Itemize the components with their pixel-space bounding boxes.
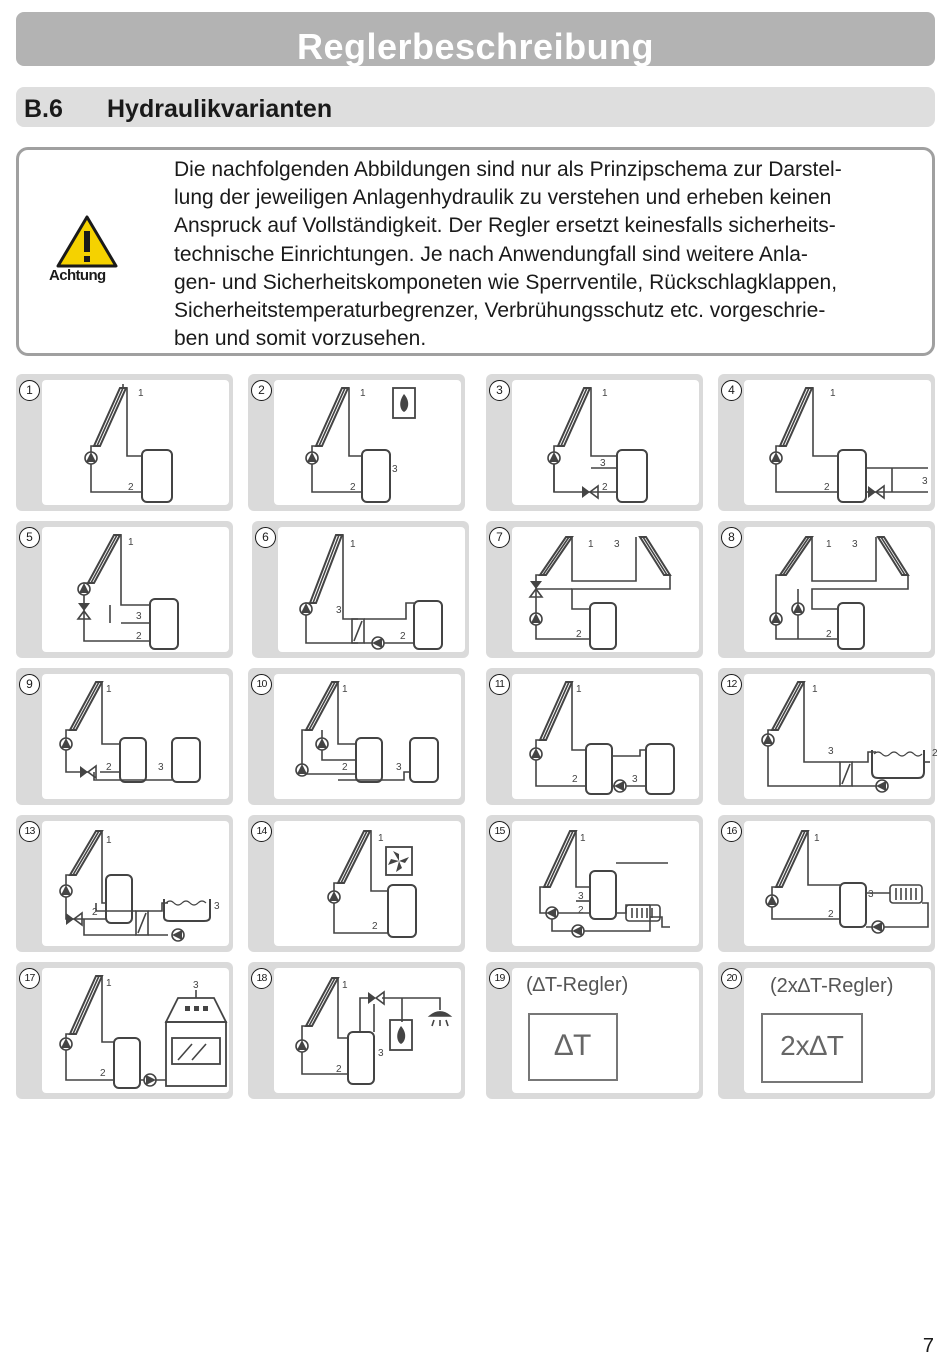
svg-text:2: 2 [578, 905, 584, 916]
svg-text:3: 3 [852, 539, 858, 550]
variant-cell-2 [248, 374, 465, 511]
hydraulic-diagram [744, 821, 931, 946]
variant-number: 14 [251, 821, 272, 842]
variant-cell-10 [248, 668, 465, 805]
svg-text:2: 2 [400, 631, 406, 642]
svg-text:1: 1 [602, 388, 608, 399]
warning-box [16, 147, 935, 356]
hydraulic-diagram [42, 674, 229, 799]
variant-number: 20 [721, 968, 742, 989]
hydraulic-diagram [512, 674, 699, 799]
hydraulic-diagram [42, 968, 229, 1093]
variant-number: 16 [721, 821, 742, 842]
svg-text:2: 2 [342, 762, 348, 773]
delta-t-box [761, 1013, 863, 1083]
svg-text:1: 1 [814, 833, 820, 844]
svg-text:3: 3 [392, 464, 398, 475]
warning-line: lung der jeweiligen Anlagenhydraulik zu verstehen und erheben keinen [174, 186, 832, 210]
svg-text:1: 1 [350, 539, 356, 550]
variant-cell-7 [486, 521, 703, 658]
variant-number: 1 [19, 380, 40, 401]
svg-text:3: 3 [614, 539, 620, 550]
svg-text:2: 2 [576, 629, 582, 640]
hydraulic-diagram [512, 527, 699, 652]
svg-text:2: 2 [336, 1064, 342, 1075]
svg-text:2: 2 [372, 921, 378, 932]
svg-text:3: 3 [922, 476, 928, 487]
variant-cell-6 [252, 521, 469, 658]
page-title: Reglerbeschreibung [296, 26, 655, 67]
svg-text:2: 2 [572, 774, 578, 785]
variant-cell-14 [248, 815, 465, 952]
variant-number: 2 [251, 380, 272, 401]
svg-text:3: 3 [193, 980, 199, 991]
variant-cell-18 [248, 962, 465, 1099]
svg-text:3: 3 [158, 762, 164, 773]
variant-cell-19 [486, 962, 703, 1099]
svg-text:3: 3 [578, 891, 584, 902]
svg-text:1: 1 [128, 537, 134, 548]
svg-text:3: 3 [378, 1048, 384, 1059]
svg-text:3: 3 [136, 611, 142, 622]
variant-cell-13 [16, 815, 233, 952]
svg-text:1: 1 [378, 833, 384, 844]
variant-number: 19 [489, 968, 510, 989]
svg-text:3: 3 [828, 746, 834, 757]
warning-line: gen- und Sicherheitskomponeten wie Sperrventile, Rückschlagklappen, [174, 270, 838, 294]
variant-cell-4 [718, 374, 935, 511]
variant-number: 9 [19, 674, 40, 695]
hydraulic-diagram [278, 527, 465, 652]
variant-cell-3 [486, 374, 703, 511]
variant-cell-9 [16, 668, 233, 805]
hydraulic-diagram [744, 380, 931, 505]
variant-cell-1 [16, 374, 233, 511]
variant-number: 5 [19, 527, 40, 548]
svg-text:1: 1 [812, 684, 818, 695]
variant-cell-17 [16, 962, 233, 1099]
section-bar [16, 87, 935, 127]
svg-text:2: 2 [100, 1068, 106, 1079]
variant-number: 17 [19, 968, 40, 989]
svg-text:1: 1 [588, 539, 594, 550]
delta-t-box [528, 1013, 618, 1081]
svg-text:2: 2 [128, 482, 134, 493]
section-number: B.6 [24, 95, 63, 123]
variant-number: 6 [255, 527, 276, 548]
hydraulic-diagram [42, 527, 229, 652]
section-title: Hydraulikvarianten [107, 95, 333, 123]
delta-t-text: ∆T [554, 1029, 592, 1062]
svg-text:2: 2 [602, 482, 608, 493]
hydraulic-diagram [744, 527, 931, 652]
controller-type-label: (∆T-Regler) [526, 974, 629, 996]
hydraulic-diagram [274, 674, 461, 799]
variant-number: 8 [721, 527, 742, 548]
svg-text:2: 2 [932, 748, 938, 759]
warning-line: Sicherheitstemperaturbegrenzer, Verbrühungsschutz etc. vorgeschrie- [174, 299, 826, 323]
hydraulic-diagram [274, 968, 461, 1093]
variant-number: 4 [721, 380, 742, 401]
delta-t-text: 2x∆T [780, 1030, 844, 1061]
hydraulic-diagram [42, 380, 229, 505]
svg-text:1: 1 [360, 388, 366, 399]
variant-cell-5 [16, 521, 233, 658]
svg-text:1: 1 [138, 388, 144, 399]
variant-number: 3 [489, 380, 510, 401]
svg-text:1: 1 [576, 684, 582, 695]
variant-cell-11 [486, 668, 703, 805]
page-number: 7 [922, 1335, 934, 1357]
svg-text:1: 1 [826, 539, 832, 550]
svg-text:1: 1 [106, 684, 112, 695]
warning-text [174, 156, 924, 353]
variant-number: 13 [19, 821, 40, 842]
warning-line: ben und somit vorzusehen. [174, 327, 427, 351]
variant-number: 12 [721, 674, 742, 695]
svg-text:2: 2 [106, 762, 112, 773]
variant-number: 11 [489, 674, 510, 695]
svg-text:1: 1 [342, 684, 348, 695]
variant-cell-15 [486, 815, 703, 952]
variant-number: 10 [251, 674, 272, 695]
hydraulic-diagram [512, 821, 699, 946]
hydraulic-diagram [512, 380, 699, 505]
warning-line: Die nachfolgenden Abbildungen sind nur als Prinzipschema zur Darstel- [174, 158, 842, 181]
warning-label: Achtung [49, 267, 106, 284]
header-bar [16, 12, 935, 66]
hydraulic-diagram [274, 821, 461, 946]
variant-cell-8 [718, 521, 935, 658]
svg-text:1: 1 [106, 978, 112, 989]
variant-cell-20 [718, 962, 935, 1099]
svg-text:3: 3 [868, 889, 874, 900]
hydraulic-diagram [42, 821, 229, 946]
controller-type-label: (2x∆T-Regler) [770, 975, 894, 997]
svg-text:3: 3 [336, 605, 342, 616]
variant-number: 7 [489, 527, 510, 548]
svg-text:3: 3 [600, 458, 606, 469]
svg-text:2: 2 [826, 629, 832, 640]
warning-line: technische Einrichtungen. Je nach Anwendungfall sind weitere Anla- [174, 242, 808, 266]
hydraulic-diagram [274, 380, 461, 505]
warning-line: Anspruck auf Vollständigkeit. Der Regler ersetzt keinesfalls sicherheits- [174, 214, 836, 238]
svg-text:3: 3 [396, 762, 402, 773]
svg-text:2: 2 [828, 909, 834, 920]
svg-text:2: 2 [350, 482, 356, 493]
svg-text:3: 3 [632, 774, 638, 785]
svg-text:1: 1 [342, 980, 348, 991]
svg-text:1: 1 [580, 833, 586, 844]
warning-triangle-icon [55, 214, 119, 270]
svg-text:1: 1 [830, 388, 836, 399]
svg-text:2: 2 [92, 907, 98, 918]
svg-text:3: 3 [214, 901, 220, 912]
variant-number: 18 [251, 968, 272, 989]
variant-cell-16 [718, 815, 935, 952]
hydraulic-diagram [744, 674, 938, 799]
svg-text:2: 2 [824, 482, 830, 493]
svg-text:2: 2 [136, 631, 142, 642]
variant-cell-12 [718, 668, 938, 805]
svg-text:1: 1 [106, 835, 112, 846]
variant-number: 15 [489, 821, 510, 842]
